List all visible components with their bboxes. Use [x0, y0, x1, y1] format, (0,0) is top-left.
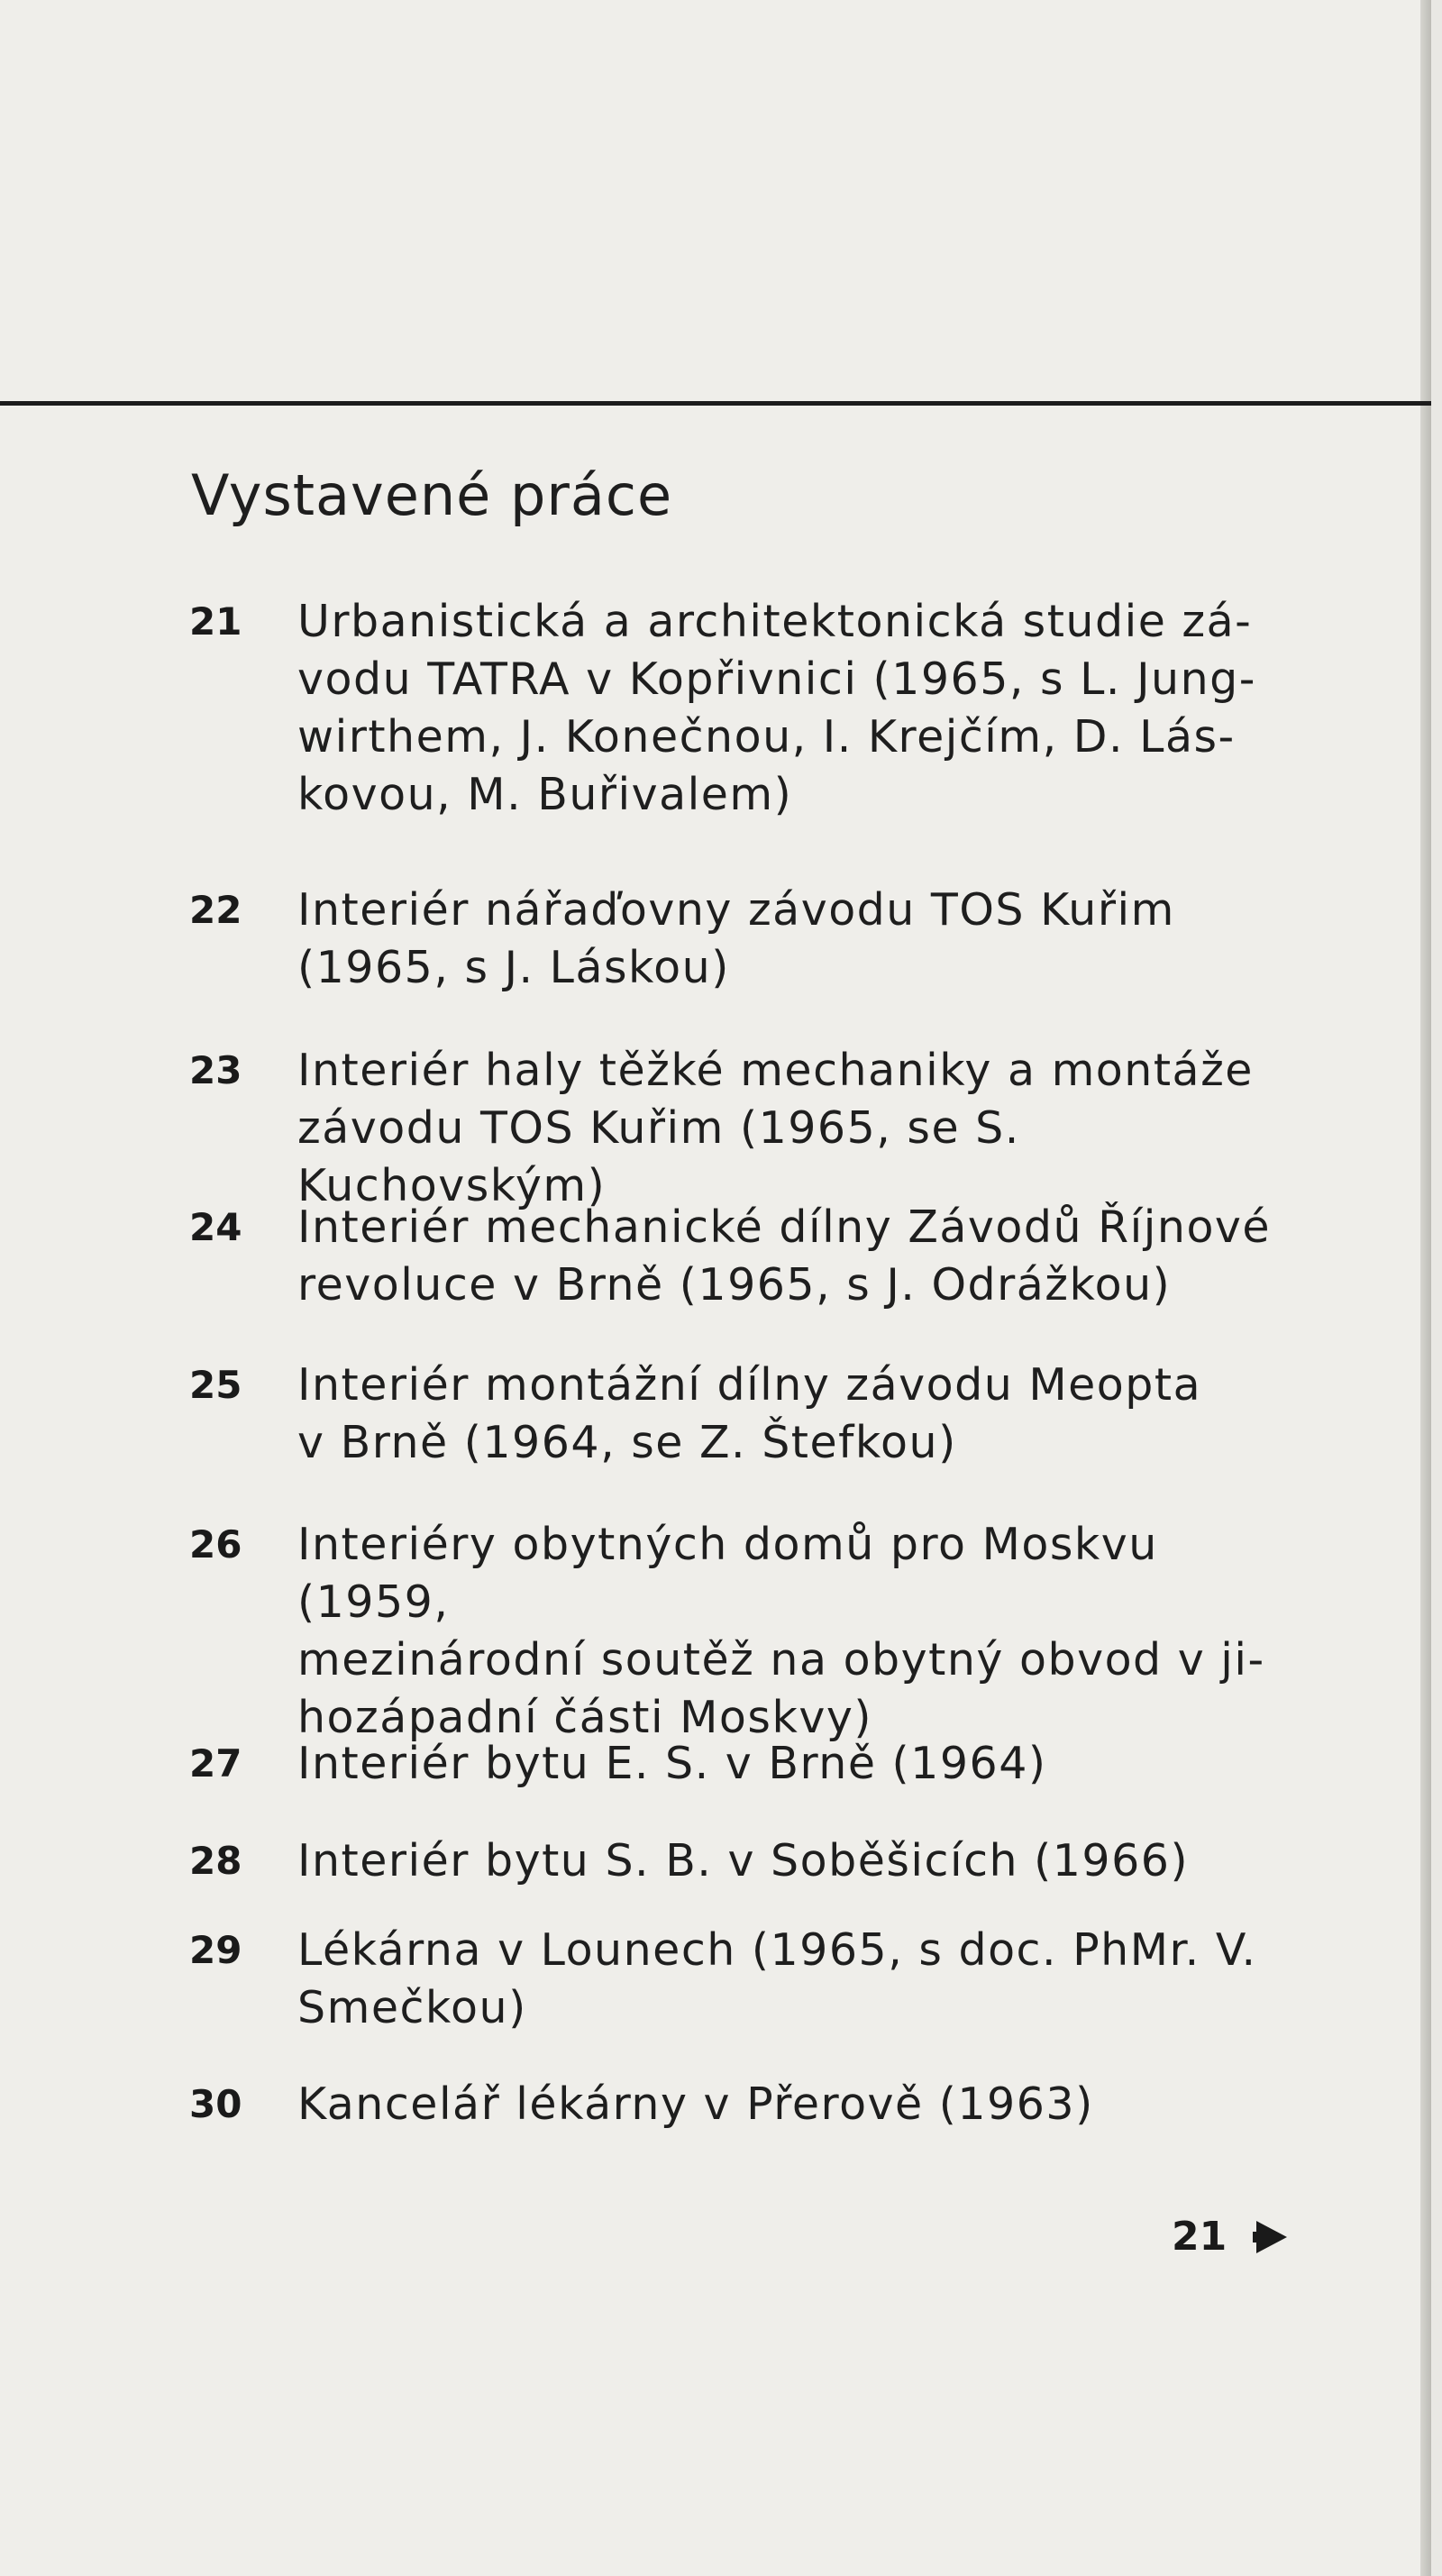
entry-text [297, 882, 1307, 997]
entry-line: Interiér nářaďovny závodu TOS Kuřim [297, 884, 1175, 936]
entry-number: 29 [189, 1928, 242, 1972]
entry-number: 30 [189, 2082, 242, 2126]
entry-line: Smečkou) [297, 1982, 527, 2033]
entry-line: Interiér bytu E. S. v Brně (1964) [297, 1738, 1047, 1789]
entry-number: 28 [189, 1839, 242, 1883]
entry-number: 25 [189, 1363, 242, 1407]
page-edge-shadow [1420, 0, 1431, 2576]
entry-line: vodu TATRA v Kopřivnici (1965, s L. Jung- [297, 653, 1256, 705]
next-page-arrow-icon [1251, 2219, 1289, 2255]
entry-text [297, 1357, 1307, 1472]
entry-text [297, 1735, 1307, 1793]
entry-line: Lékárna v Lounech (1965, s doc. PhMr. V. [297, 1924, 1257, 1976]
entry-text [297, 593, 1307, 824]
entry-number: 26 [189, 1522, 242, 1567]
entry-line: kovou, M. Buřivalem) [297, 769, 793, 820]
entry-number: 22 [189, 888, 242, 932]
entry-line: mezinárodní soutěž na obytný obvod v ji- [297, 1634, 1265, 1685]
entry-line: závodu TOS Kuřim (1965, se S. Kuchovským) [297, 1102, 1020, 1211]
top-rule-divider [0, 401, 1431, 406]
entry-text [297, 1042, 1307, 1215]
entry-line: Interiér bytu S. B. v Soběšicích (1966) [297, 1835, 1190, 1886]
section-heading: Vystavené práce [191, 462, 673, 528]
entry-text [297, 1199, 1307, 1314]
entry-line: Kancelář lékárny v Přerově (1963) [297, 2078, 1094, 2130]
entry-number: 23 [189, 1048, 242, 1092]
entry-line: revoluce v Brně (1965, s J. Odrážkou) [297, 1259, 1172, 1311]
page-number: 21 [1172, 2214, 1228, 2260]
entry-text [297, 1922, 1307, 2037]
entry-text [297, 1832, 1307, 1890]
entry-line: Interiér montážní dílny závodu Meopta [297, 1359, 1202, 1411]
entry-text [297, 1516, 1307, 1747]
entry-text [297, 2076, 1307, 2133]
entry-number: 24 [189, 1205, 242, 1249]
entry-line: hozápadní části Moskvy) [297, 1692, 872, 1743]
entry-line: wirthem, J. Konečnou, I. Krejčím, D. Lás- [297, 711, 1236, 763]
entry-number: 21 [189, 599, 242, 644]
entry-line: Interiér mechanické dílny Závodů Říjnové [297, 1201, 1272, 1253]
entry-line: Interiér haly těžké mechaniky a montáže [297, 1045, 1254, 1096]
entry-line: Urbanistická a architektonická studie zá- [297, 596, 1253, 647]
entry-number: 27 [189, 1741, 242, 1786]
entry-line: v Brně (1964, se Z. Štefkou) [297, 1417, 957, 1468]
entry-line: (1965, s J. Láskou) [297, 942, 730, 993]
entry-line: Interiéry obytných domů pro Moskvu (1959, [297, 1519, 1158, 1628]
